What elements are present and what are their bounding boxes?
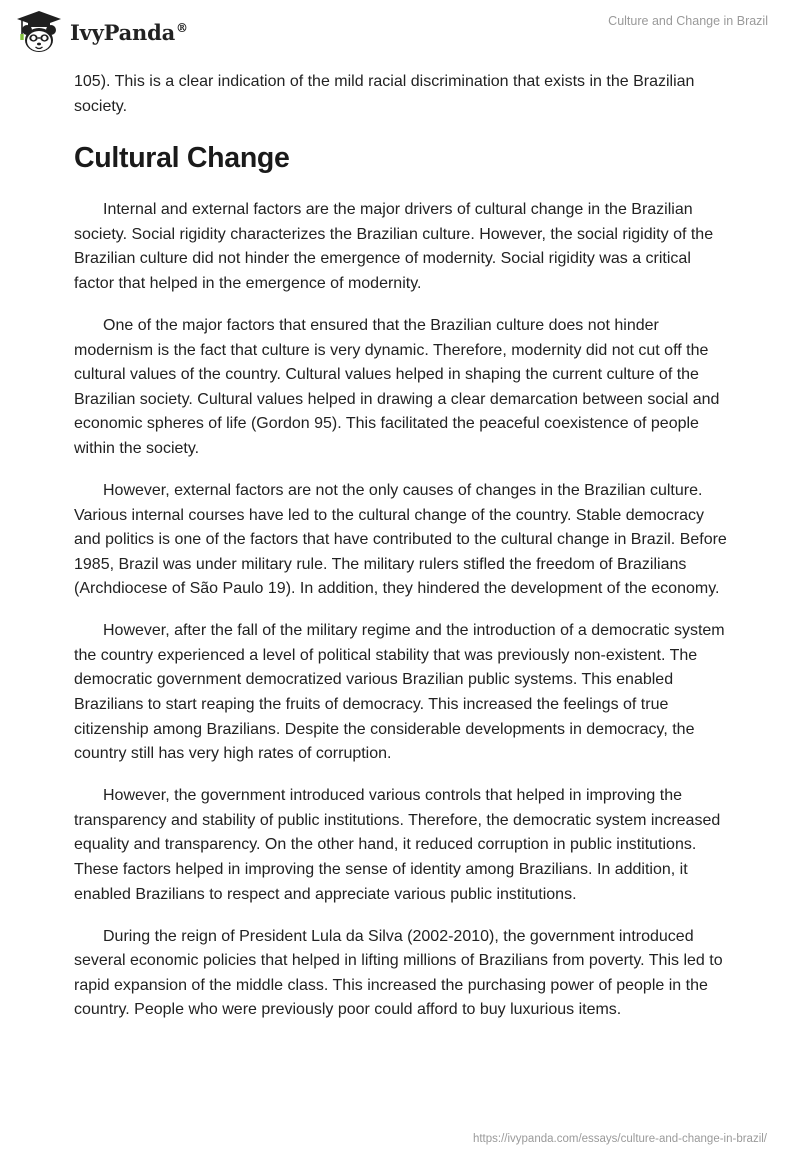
- ivypanda-logo[interactable]: [14, 9, 188, 55]
- essay-content: [74, 70, 734, 1040]
- opening-text: 105). This is a clear indication of the mild racial discrimination that exists in the Brazilian society.: [74, 73, 695, 115]
- paragraph: However, after the fall of the military regime and the introduction of a democratic system the country experienced a level of political stability that was previously non-existent. The democratic government democratized various Brazilian public systems. This enabled Brazilians to start reaping the fruits of democracy. This increased the feelings of true citizenship among Brazilians. Despite the considerable developments in democracy, the country still has very high rates of corruption.: [74, 622, 725, 763]
- brand-name: IvyPanda®: [70, 19, 188, 45]
- paragraph: Internal and external factors are the major drivers of cultural change in the Brazilian society. Social rigidity characterizes the Brazilian culture. However, the social rigidity of the Brazilian culture did not hinder the emergence of modernity. Social rigidity was a critical factor that helped in the emergence of modernity.: [74, 201, 714, 292]
- page-header: [0, 0, 800, 66]
- source-url[interactable]: https://ivypanda.com/essays/culture-and-change-in-brazil/: [472, 1133, 767, 1145]
- panda-graduate-icon: [14, 9, 64, 55]
- paragraph: However, external factors are not the only causes of changes in the Brazilian culture. Various internal courses have led to the cultural change of the country. Stable democracy and politics is one of the factors that have contributed to the cultural change in Brazil. Before 1985, Brazil was under military rule. The military rulers stifled the freedom of Brazilians (Archdiocese of São Paulo 19). In addition, they hindered the development of the economy.: [74, 481, 727, 598]
- registered-mark: ®: [176, 20, 188, 35]
- paragraph: During the reign of President Lula da Silva (2002-2010), the government introduced several economic policies that helped in lifting millions of Brazilians from poverty. This led to rapid expansion of the middle class. This increased the purchasing power of people in the country. People who were previously poor could afford to buy luxurious items.: [74, 927, 723, 1019]
- paragraph: One of the major factors that ensured that the Brazilian culture does not hinder modernism is the fact that culture is very dynamic. Therefore, modernity did not cut off the cultural values of the country. Cultural values helped in shaping the current culture of the Brazilian society. Cultural values helped in drawing a clear demarcation between social and economic spheres of life (Gordon 95). This facilitated the peaceful coexistence of people within the society.: [74, 316, 720, 457]
- section-heading: Cultural Change: [74, 142, 290, 175]
- paragraph: However, the government introduced various controls that helped in improving the transparency and stability of public institutions. Therefore, the democratic system increased equality and transparency. On the other hand, it reduced corruption in public institutions. These factors helped in improving the sense of identity among Brazilians. In addition, it enabled Brazilians to respect and appreciate various public institutions.: [74, 787, 721, 903]
- document-title: Culture and Change in Brazil: [608, 14, 768, 28]
